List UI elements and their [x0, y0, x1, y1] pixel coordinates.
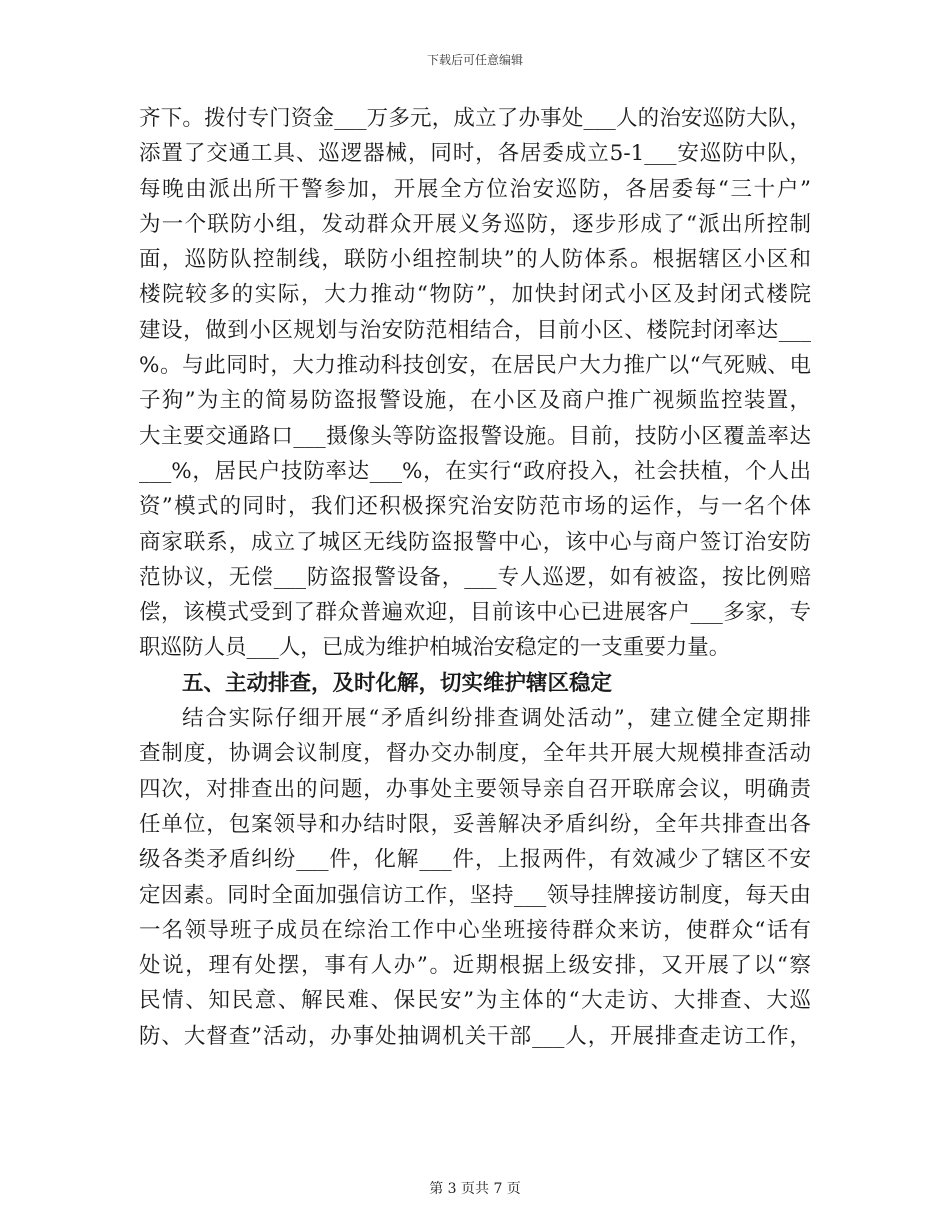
text-line: 偿，该模式受到了群众普遍欢迎，目前该中心已进展客户___多家，专: [139, 600, 811, 626]
text-line: 楼院较多的实际，大力推动“物防”，加快封闭式小区及封闭式楼院: [139, 282, 811, 308]
page-footer: 第 3 页共 7 页: [429, 1181, 521, 1197]
text-line: 齐下。拨付专门资金___万多元，成立了办事处___人的治安巡防大队，: [139, 106, 811, 131]
text-line: 定因素。同时全面加强信访工作，坚持___领导挂牌接访制度，每天由: [139, 882, 811, 908]
text-line: ___%，居民户技防率达___%，在实行“政府投入，社会扶植，个人出: [139, 458, 811, 484]
paragraph-dispute-resolution: [139, 701, 811, 1054]
text-line: 建设，做到小区规划与治安防范相结合，目前小区、楼院封闭率达___: [139, 317, 811, 343]
text-line: 范协议，无偿___防盗报警设备，___专人巡逻，如有被盗，按比例赔: [139, 564, 811, 590]
text-line: 资”模式的同时，我们还积极探究治安防范市场的运作，与一名个体: [139, 494, 811, 520]
document-body: [139, 101, 811, 1054]
text-line: 结合实际仔细开展“矛盾纠纷排查调处活动”，建立健全定期排: [182, 706, 811, 732]
page-header: 下载后可任意编辑: [426, 53, 523, 67]
text-line: 任单位，包案领导和办结时限，妥善解决矛盾纠纷，全年共排查出各: [139, 811, 811, 837]
text-line: 处说，理有处摆，事有人办”。近期根据上级安排，又开展了以“察: [139, 953, 811, 979]
text-line: 每晚由派出所干警参加，开展全方位治安巡防，各居委每“三十户”: [139, 176, 811, 202]
text-line: 查制度，协调会议制度，督办交办制度，全年共开展大规模排查活动: [139, 741, 811, 767]
text-line: %。与此同时，大力推动科技创安，在居民户大力推广以“气死贼、电: [139, 353, 811, 379]
paragraph-patrol-system: [139, 101, 811, 666]
text-line: 添置了交通工具、巡逻器械，同时，各居委成立5-1___安巡防中队，: [139, 141, 811, 167]
section-heading: 五、主动排查，及时化解，切实维护辖区稳定: [182, 670, 613, 696]
text-line: 防、大督查”活动，办事处抽调机关干部___人，开展排查走访工作，: [139, 1023, 811, 1049]
text-line: 商家联系，成立了城区无线防盗报警中心，该中心与商户签订治安防: [139, 529, 811, 555]
text-line: 职巡防人员___人，已成为维护柏城治安稳定的一支重要力量。: [139, 635, 731, 661]
text-line: 一名领导班子成员在综治工作中心坐班接待群众来访，使群众“话有: [139, 917, 811, 943]
text-line: 四次，对排查出的问题，办事处主要领导亲自召开联席会议，明确责: [139, 776, 811, 802]
text-line: 子狗”为主的简易防盗报警设施，在小区及商户推广视频监控装置，: [139, 388, 811, 414]
text-line: 大主要交通路口___摄像头等防盗报警设施。目前，技防小区覆盖率达: [139, 423, 811, 449]
text-line: 级各类矛盾纠纷___件，化解___件，上报两件，有效减少了辖区不安: [139, 847, 811, 873]
text-line: 面，巡防队控制线，联防小组控制块”的人防体系。根据辖区小区和: [139, 247, 811, 273]
text-line: 为一个联防小组，发动群众开展义务巡防，逐步形成了“派出所控制: [139, 211, 811, 237]
text-line: 民情、知民意、解民难、保民安”为主体的“大走访、大排查、大巡: [139, 988, 811, 1014]
